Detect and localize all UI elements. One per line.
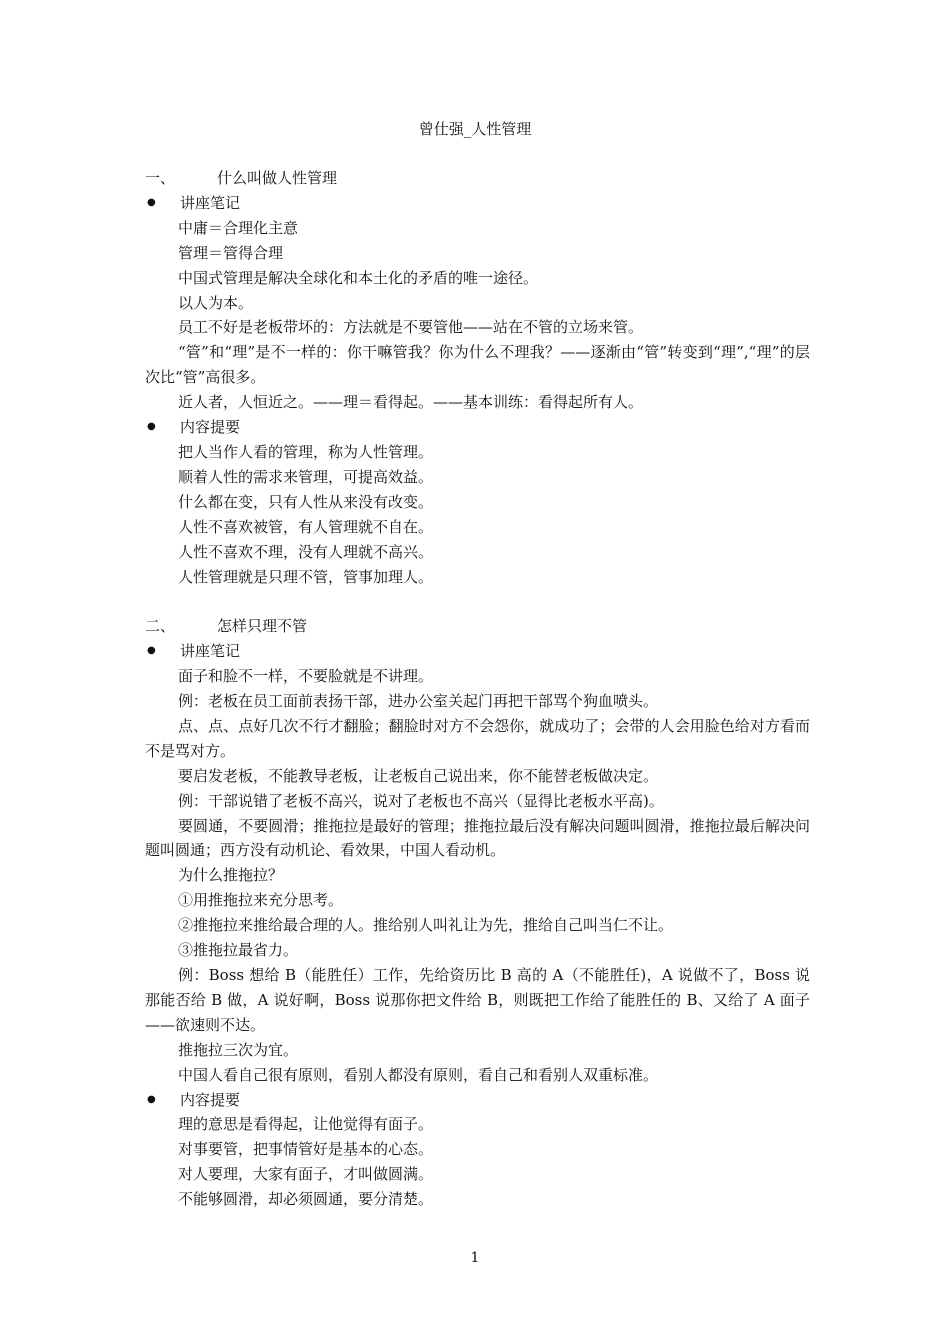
summary-line: 把人当作人看的管理，称为人性管理。 xyxy=(178,442,434,461)
note-line: 中庸＝合理化主意 xyxy=(178,218,299,237)
note-line: 中国式管理是解决全球化和本土化的矛盾的唯一途径。 xyxy=(178,268,539,287)
note-line: 推拖拉三次为宜。 xyxy=(178,1040,299,1059)
section-title: 什么叫做人性管理 xyxy=(217,169,338,187)
summary-line: 什么都在变，只有人性从来没有改变。 xyxy=(178,492,434,511)
note-line: 员工不好是老板带坏的：方法就是不要管他——站在不管的立场来管。 xyxy=(178,318,644,337)
note-paragraph: “管”和“理”是不一样的：你干嘛管我？你为什么不理我？——逐渐由“管”转变到“理”,“理”的层次比“管”高很多。 xyxy=(145,343,810,387)
note-line: 管理＝管得合理 xyxy=(178,243,284,262)
bullet-label: 讲座笔记 xyxy=(180,642,241,661)
bullet-icon: ● xyxy=(147,1093,156,1105)
bullet-icon: ● xyxy=(147,196,156,208)
summary-line: 对事要管，把事情管好是基本的心态。 xyxy=(178,1140,434,1159)
note-line: 近人者，人恒近之。——理＝看得起。——基本训练：看得起所有人。 xyxy=(178,393,644,412)
page-number: 1 xyxy=(470,1250,480,1266)
document-title: 曾仕强_人性管理 xyxy=(418,120,532,138)
bullet-summary-1 xyxy=(145,415,810,440)
bullet-label: 讲座笔记 xyxy=(180,193,241,212)
section-number: 二、 xyxy=(145,617,176,636)
summary-line: 不能够圆滑，却必须圆通，要分清楚。 xyxy=(178,1190,434,1209)
note-line: 以人为本。 xyxy=(178,293,254,312)
note-paragraph: 点、点、点好几次不行才翻脸；翻脸时对方不会怨你，就成功了；会带的人会用脸色给对方看而不是骂对方。 xyxy=(145,716,810,760)
note-line: 例：干部说错了老板不高兴，说对了老板也不高兴（显得比老板水平高)。 xyxy=(178,791,664,810)
section-number: 一、 xyxy=(145,169,176,187)
summary-line: 人性管理就是只理不管，管事加理人。 xyxy=(178,567,434,586)
section-heading-2 xyxy=(145,614,810,639)
bullet-notes-2 xyxy=(145,639,810,664)
document-body xyxy=(145,166,810,1212)
note-line: 例：老板在员工面前表扬干部，进办公室关起门再把干部骂个狗血喷头。 xyxy=(178,692,659,711)
spacer xyxy=(145,589,810,614)
bullet-notes-1 xyxy=(145,191,810,216)
summary-line: 理的意思是看得起，让他觉得有面子。 xyxy=(178,1115,434,1134)
summary-line: 顺着人性的需求来管理，可提高效益。 xyxy=(178,467,434,486)
note-line: ①用推拖拉来充分思考。 xyxy=(178,891,344,910)
note-paragraph: 例：Boss 想给 B（能胜任）工作，先给资历比 B 高的 A（不能胜任)，A 说做不了，Boss 说那能否给 B 做，A 说好啊，Boss 说那你把文件给 B，则既把工作给了能胜任的 B、又给了 A 面子——欲速则不达。 xyxy=(145,965,810,1034)
section-heading-1 xyxy=(145,166,810,191)
note-paragraph: 要圆通，不要圆滑；推拖拉是最好的管理；推拖拉最后没有解决问题叫圆滑，推拖拉最后解决问题叫圆通；西方没有动机论、看效果，中国人看动机。 xyxy=(145,816,810,860)
summary-line: 对人要理，大家有面子，才叫做圆满。 xyxy=(178,1165,434,1184)
bullet-label: 内容提要 xyxy=(180,1090,241,1109)
bullet-icon: ● xyxy=(147,645,156,657)
note-line: 要启发老板，不能教导老板，让老板自己说出来，你不能替老板做决定。 xyxy=(178,766,659,785)
section-title: 怎样只理不管 xyxy=(217,617,308,636)
bullet-summary-2 xyxy=(145,1088,810,1113)
note-line: 为什么推拖拉？ xyxy=(178,866,284,885)
note-line: 中国人看自己很有原则，看别人都没有原则，看自己和看别人双重标准。 xyxy=(178,1065,659,1084)
note-line: 面子和脸不一样，不要脸就是不讲理。 xyxy=(178,667,434,686)
summary-line: 人性不喜欢不理，没有人理就不高兴。 xyxy=(178,542,434,561)
note-line: ③推拖拉最省力。 xyxy=(178,941,299,960)
summary-line: 人性不喜欢被管，有人管理就不自在。 xyxy=(178,517,434,536)
bullet-label: 内容提要 xyxy=(180,418,241,437)
note-line: ②推拖拉来推给最合理的人。推给别人叫礼让为先，推给自己叫当仁不让。 xyxy=(178,916,674,935)
bullet-icon: ● xyxy=(147,421,156,433)
